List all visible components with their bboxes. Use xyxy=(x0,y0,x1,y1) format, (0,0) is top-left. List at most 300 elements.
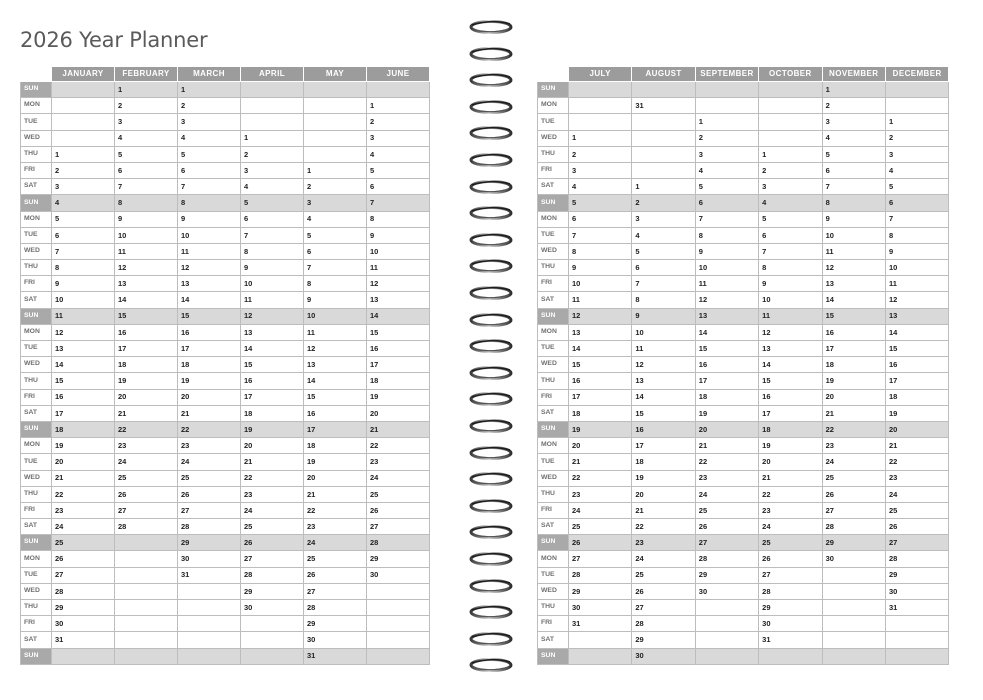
date-cell[interactable] xyxy=(367,82,430,98)
date-cell[interactable]: 16 xyxy=(632,421,695,437)
date-cell[interactable]: 19 xyxy=(178,373,241,389)
date-cell[interactable]: 21 xyxy=(241,454,304,470)
date-cell[interactable]: 12 xyxy=(178,260,241,276)
date-cell[interactable]: 6 xyxy=(695,195,758,211)
date-cell[interactable]: 6 xyxy=(115,162,178,178)
date-cell[interactable]: 22 xyxy=(178,421,241,437)
date-cell[interactable]: 31 xyxy=(632,98,695,114)
date-cell[interactable]: 16 xyxy=(178,324,241,340)
date-cell[interactable]: 13 xyxy=(178,276,241,292)
date-cell[interactable] xyxy=(241,98,304,114)
date-cell[interactable]: 14 xyxy=(304,373,367,389)
date-cell[interactable]: 16 xyxy=(695,357,758,373)
date-cell[interactable]: 24 xyxy=(52,519,115,535)
date-cell[interactable]: 24 xyxy=(569,502,632,518)
date-cell[interactable] xyxy=(241,648,304,664)
date-cell[interactable]: 5 xyxy=(569,195,632,211)
date-cell[interactable] xyxy=(569,114,632,130)
date-cell[interactable]: 30 xyxy=(632,648,695,664)
date-cell[interactable]: 23 xyxy=(115,438,178,454)
date-cell[interactable]: 3 xyxy=(759,179,822,195)
date-cell[interactable]: 20 xyxy=(304,470,367,486)
date-cell[interactable]: 27 xyxy=(367,519,430,535)
date-cell[interactable] xyxy=(632,146,695,162)
date-cell[interactable]: 23 xyxy=(569,486,632,502)
date-cell[interactable]: 4 xyxy=(632,227,695,243)
date-cell[interactable]: 1 xyxy=(695,114,758,130)
date-cell[interactable]: 29 xyxy=(52,600,115,616)
date-cell[interactable]: 10 xyxy=(304,308,367,324)
date-cell[interactable]: 1 xyxy=(569,130,632,146)
date-cell[interactable]: 13 xyxy=(115,276,178,292)
date-cell[interactable]: 13 xyxy=(367,292,430,308)
date-cell[interactable]: 30 xyxy=(178,551,241,567)
date-cell[interactable]: 3 xyxy=(52,179,115,195)
date-cell[interactable]: 21 xyxy=(115,405,178,421)
date-cell[interactable] xyxy=(885,616,948,632)
date-cell[interactable] xyxy=(822,583,885,599)
date-cell[interactable]: 3 xyxy=(822,114,885,130)
date-cell[interactable]: 7 xyxy=(822,179,885,195)
date-cell[interactable] xyxy=(304,98,367,114)
date-cell[interactable]: 9 xyxy=(115,211,178,227)
date-cell[interactable]: 18 xyxy=(885,389,948,405)
date-cell[interactable]: 12 xyxy=(759,324,822,340)
date-cell[interactable]: 26 xyxy=(569,535,632,551)
date-cell[interactable]: 6 xyxy=(885,195,948,211)
date-cell[interactable]: 21 xyxy=(822,405,885,421)
date-cell[interactable]: 11 xyxy=(304,324,367,340)
date-cell[interactable]: 25 xyxy=(304,551,367,567)
date-cell[interactable] xyxy=(822,600,885,616)
date-cell[interactable]: 9 xyxy=(304,292,367,308)
date-cell[interactable]: 11 xyxy=(822,243,885,259)
date-cell[interactable]: 28 xyxy=(822,519,885,535)
date-cell[interactable]: 21 xyxy=(695,438,758,454)
date-cell[interactable]: 17 xyxy=(569,389,632,405)
date-cell[interactable]: 24 xyxy=(115,454,178,470)
date-cell[interactable]: 15 xyxy=(632,405,695,421)
date-cell[interactable]: 12 xyxy=(52,324,115,340)
date-cell[interactable] xyxy=(759,82,822,98)
date-cell[interactable]: 12 xyxy=(822,260,885,276)
date-cell[interactable]: 23 xyxy=(695,470,758,486)
date-cell[interactable]: 21 xyxy=(178,405,241,421)
date-cell[interactable] xyxy=(178,600,241,616)
date-cell[interactable]: 18 xyxy=(695,389,758,405)
date-cell[interactable] xyxy=(115,551,178,567)
date-cell[interactable]: 20 xyxy=(885,421,948,437)
date-cell[interactable]: 5 xyxy=(115,146,178,162)
date-cell[interactable]: 24 xyxy=(885,486,948,502)
date-cell[interactable]: 10 xyxy=(52,292,115,308)
date-cell[interactable]: 22 xyxy=(367,438,430,454)
date-cell[interactable]: 5 xyxy=(885,179,948,195)
date-cell[interactable]: 17 xyxy=(52,405,115,421)
date-cell[interactable]: 21 xyxy=(367,421,430,437)
date-cell[interactable]: 15 xyxy=(822,308,885,324)
date-cell[interactable]: 5 xyxy=(178,146,241,162)
date-cell[interactable]: 16 xyxy=(241,373,304,389)
date-cell[interactable]: 28 xyxy=(759,583,822,599)
date-cell[interactable]: 23 xyxy=(52,502,115,518)
date-cell[interactable]: 23 xyxy=(304,519,367,535)
date-cell[interactable]: 10 xyxy=(759,292,822,308)
date-cell[interactable]: 25 xyxy=(695,502,758,518)
date-cell[interactable] xyxy=(304,82,367,98)
date-cell[interactable]: 25 xyxy=(759,535,822,551)
date-cell[interactable]: 13 xyxy=(241,324,304,340)
date-cell[interactable]: 8 xyxy=(695,227,758,243)
date-cell[interactable]: 28 xyxy=(178,519,241,535)
date-cell[interactable]: 27 xyxy=(759,567,822,583)
date-cell[interactable]: 26 xyxy=(632,583,695,599)
date-cell[interactable]: 15 xyxy=(304,389,367,405)
date-cell[interactable]: 22 xyxy=(52,486,115,502)
date-cell[interactable]: 2 xyxy=(695,130,758,146)
date-cell[interactable]: 31 xyxy=(569,616,632,632)
date-cell[interactable]: 12 xyxy=(367,276,430,292)
date-cell[interactable]: 7 xyxy=(885,211,948,227)
date-cell[interactable]: 5 xyxy=(367,162,430,178)
date-cell[interactable]: 3 xyxy=(569,162,632,178)
date-cell[interactable]: 14 xyxy=(632,389,695,405)
date-cell[interactable]: 11 xyxy=(241,292,304,308)
date-cell[interactable]: 2 xyxy=(52,162,115,178)
date-cell[interactable]: 26 xyxy=(885,519,948,535)
date-cell[interactable] xyxy=(759,98,822,114)
date-cell[interactable]: 9 xyxy=(632,308,695,324)
date-cell[interactable]: 6 xyxy=(632,260,695,276)
date-cell[interactable]: 11 xyxy=(178,243,241,259)
date-cell[interactable]: 25 xyxy=(367,486,430,502)
date-cell[interactable]: 13 xyxy=(695,308,758,324)
date-cell[interactable]: 21 xyxy=(885,438,948,454)
date-cell[interactable]: 23 xyxy=(241,486,304,502)
date-cell[interactable]: 10 xyxy=(367,243,430,259)
date-cell[interactable]: 13 xyxy=(52,341,115,357)
date-cell[interactable]: 12 xyxy=(115,260,178,276)
date-cell[interactable] xyxy=(241,114,304,130)
date-cell[interactable] xyxy=(569,82,632,98)
date-cell[interactable]: 24 xyxy=(822,454,885,470)
date-cell[interactable]: 20 xyxy=(367,405,430,421)
date-cell[interactable] xyxy=(367,600,430,616)
date-cell[interactable] xyxy=(632,114,695,130)
date-cell[interactable]: 27 xyxy=(569,551,632,567)
date-cell[interactable]: 21 xyxy=(52,470,115,486)
date-cell[interactable] xyxy=(115,632,178,648)
date-cell[interactable]: 25 xyxy=(569,519,632,535)
date-cell[interactable]: 12 xyxy=(569,308,632,324)
date-cell[interactable] xyxy=(822,648,885,664)
date-cell[interactable]: 22 xyxy=(695,454,758,470)
date-cell[interactable]: 3 xyxy=(178,114,241,130)
date-cell[interactable]: 25 xyxy=(115,470,178,486)
date-cell[interactable]: 22 xyxy=(759,486,822,502)
date-cell[interactable]: 2 xyxy=(304,179,367,195)
date-cell[interactable]: 29 xyxy=(885,567,948,583)
date-cell[interactable]: 24 xyxy=(367,470,430,486)
date-cell[interactable]: 17 xyxy=(304,421,367,437)
date-cell[interactable]: 30 xyxy=(304,632,367,648)
date-cell[interactable]: 20 xyxy=(695,421,758,437)
date-cell[interactable] xyxy=(822,616,885,632)
date-cell[interactable]: 23 xyxy=(759,502,822,518)
date-cell[interactable]: 4 xyxy=(367,146,430,162)
date-cell[interactable]: 1 xyxy=(632,179,695,195)
date-cell[interactable]: 28 xyxy=(632,616,695,632)
date-cell[interactable]: 22 xyxy=(115,421,178,437)
date-cell[interactable]: 23 xyxy=(822,438,885,454)
date-cell[interactable]: 12 xyxy=(632,357,695,373)
date-cell[interactable]: 15 xyxy=(695,341,758,357)
date-cell[interactable]: 1 xyxy=(52,146,115,162)
date-cell[interactable]: 4 xyxy=(304,211,367,227)
date-cell[interactable]: 16 xyxy=(885,357,948,373)
date-cell[interactable]: 11 xyxy=(367,260,430,276)
date-cell[interactable]: 9 xyxy=(52,276,115,292)
date-cell[interactable]: 26 xyxy=(52,551,115,567)
date-cell[interactable] xyxy=(569,98,632,114)
date-cell[interactable]: 2 xyxy=(759,162,822,178)
date-cell[interactable]: 18 xyxy=(367,373,430,389)
date-cell[interactable]: 4 xyxy=(695,162,758,178)
date-cell[interactable]: 10 xyxy=(241,276,304,292)
date-cell[interactable]: 3 xyxy=(695,146,758,162)
date-cell[interactable] xyxy=(885,648,948,664)
date-cell[interactable]: 16 xyxy=(569,373,632,389)
date-cell[interactable]: 17 xyxy=(241,389,304,405)
date-cell[interactable]: 10 xyxy=(695,260,758,276)
date-cell[interactable]: 16 xyxy=(52,389,115,405)
date-cell[interactable] xyxy=(695,600,758,616)
date-cell[interactable] xyxy=(632,162,695,178)
date-cell[interactable]: 18 xyxy=(304,438,367,454)
date-cell[interactable]: 15 xyxy=(569,357,632,373)
date-cell[interactable]: 14 xyxy=(52,357,115,373)
date-cell[interactable]: 30 xyxy=(241,600,304,616)
date-cell[interactable] xyxy=(367,583,430,599)
date-cell[interactable]: 29 xyxy=(304,616,367,632)
date-cell[interactable]: 10 xyxy=(569,276,632,292)
date-cell[interactable] xyxy=(52,114,115,130)
date-cell[interactable]: 5 xyxy=(695,179,758,195)
date-cell[interactable]: 3 xyxy=(304,195,367,211)
date-cell[interactable] xyxy=(367,648,430,664)
date-cell[interactable]: 8 xyxy=(115,195,178,211)
date-cell[interactable]: 20 xyxy=(822,389,885,405)
date-cell[interactable] xyxy=(304,146,367,162)
date-cell[interactable] xyxy=(367,632,430,648)
date-cell[interactable]: 12 xyxy=(241,308,304,324)
date-cell[interactable]: 14 xyxy=(115,292,178,308)
date-cell[interactable]: 19 xyxy=(52,438,115,454)
date-cell[interactable]: 17 xyxy=(367,357,430,373)
date-cell[interactable] xyxy=(304,114,367,130)
date-cell[interactable] xyxy=(178,583,241,599)
date-cell[interactable]: 28 xyxy=(241,567,304,583)
date-cell[interactable] xyxy=(115,616,178,632)
date-cell[interactable]: 16 xyxy=(115,324,178,340)
date-cell[interactable]: 21 xyxy=(569,454,632,470)
date-cell[interactable]: 26 xyxy=(178,486,241,502)
date-cell[interactable]: 14 xyxy=(822,292,885,308)
date-cell[interactable]: 7 xyxy=(52,243,115,259)
date-cell[interactable]: 18 xyxy=(822,357,885,373)
date-cell[interactable]: 9 xyxy=(822,211,885,227)
date-cell[interactable]: 20 xyxy=(178,389,241,405)
date-cell[interactable]: 29 xyxy=(822,535,885,551)
date-cell[interactable]: 17 xyxy=(178,341,241,357)
date-cell[interactable]: 2 xyxy=(115,98,178,114)
date-cell[interactable]: 14 xyxy=(885,324,948,340)
date-cell[interactable]: 6 xyxy=(178,162,241,178)
date-cell[interactable]: 20 xyxy=(115,389,178,405)
date-cell[interactable]: 1 xyxy=(115,82,178,98)
date-cell[interactable]: 27 xyxy=(115,502,178,518)
date-cell[interactable] xyxy=(885,632,948,648)
date-cell[interactable]: 25 xyxy=(632,567,695,583)
date-cell[interactable]: 19 xyxy=(759,438,822,454)
date-cell[interactable]: 28 xyxy=(885,551,948,567)
date-cell[interactable]: 29 xyxy=(695,567,758,583)
date-cell[interactable]: 25 xyxy=(52,535,115,551)
date-cell[interactable]: 7 xyxy=(695,211,758,227)
date-cell[interactable]: 27 xyxy=(632,600,695,616)
date-cell[interactable] xyxy=(569,632,632,648)
date-cell[interactable]: 17 xyxy=(759,405,822,421)
date-cell[interactable]: 30 xyxy=(759,616,822,632)
date-cell[interactable]: 4 xyxy=(241,179,304,195)
date-cell[interactable] xyxy=(115,567,178,583)
date-cell[interactable]: 22 xyxy=(304,502,367,518)
date-cell[interactable]: 24 xyxy=(178,454,241,470)
date-cell[interactable]: 30 xyxy=(885,583,948,599)
date-cell[interactable]: 22 xyxy=(885,454,948,470)
date-cell[interactable]: 4 xyxy=(115,130,178,146)
date-cell[interactable]: 29 xyxy=(632,632,695,648)
date-cell[interactable]: 14 xyxy=(367,308,430,324)
date-cell[interactable]: 20 xyxy=(52,454,115,470)
date-cell[interactable]: 28 xyxy=(115,519,178,535)
date-cell[interactable] xyxy=(178,632,241,648)
date-cell[interactable]: 26 xyxy=(115,486,178,502)
date-cell[interactable]: 8 xyxy=(569,243,632,259)
date-cell[interactable]: 7 xyxy=(569,227,632,243)
date-cell[interactable]: 11 xyxy=(695,276,758,292)
date-cell[interactable] xyxy=(759,130,822,146)
date-cell[interactable]: 18 xyxy=(569,405,632,421)
date-cell[interactable]: 29 xyxy=(241,583,304,599)
date-cell[interactable]: 7 xyxy=(759,243,822,259)
date-cell[interactable]: 5 xyxy=(759,211,822,227)
date-cell[interactable]: 26 xyxy=(759,551,822,567)
date-cell[interactable]: 16 xyxy=(822,324,885,340)
date-cell[interactable]: 21 xyxy=(304,486,367,502)
date-cell[interactable]: 31 xyxy=(52,632,115,648)
date-cell[interactable] xyxy=(241,616,304,632)
date-cell[interactable]: 31 xyxy=(304,648,367,664)
date-cell[interactable]: 15 xyxy=(115,308,178,324)
date-cell[interactable]: 18 xyxy=(115,357,178,373)
date-cell[interactable]: 22 xyxy=(241,470,304,486)
date-cell[interactable]: 26 xyxy=(367,502,430,518)
date-cell[interactable] xyxy=(52,130,115,146)
date-cell[interactable]: 19 xyxy=(304,454,367,470)
date-cell[interactable]: 8 xyxy=(632,292,695,308)
date-cell[interactable]: 23 xyxy=(632,535,695,551)
date-cell[interactable]: 7 xyxy=(178,179,241,195)
date-cell[interactable]: 13 xyxy=(632,373,695,389)
date-cell[interactable] xyxy=(178,648,241,664)
date-cell[interactable] xyxy=(885,98,948,114)
date-cell[interactable]: 24 xyxy=(241,502,304,518)
date-cell[interactable]: 29 xyxy=(178,535,241,551)
date-cell[interactable]: 8 xyxy=(178,195,241,211)
date-cell[interactable]: 16 xyxy=(759,389,822,405)
date-cell[interactable] xyxy=(304,130,367,146)
date-cell[interactable]: 19 xyxy=(885,405,948,421)
date-cell[interactable]: 9 xyxy=(178,211,241,227)
date-cell[interactable]: 3 xyxy=(632,211,695,227)
date-cell[interactable]: 11 xyxy=(885,276,948,292)
date-cell[interactable]: 19 xyxy=(569,421,632,437)
date-cell[interactable]: 4 xyxy=(52,195,115,211)
date-cell[interactable]: 2 xyxy=(569,146,632,162)
date-cell[interactable]: 18 xyxy=(241,405,304,421)
date-cell[interactable]: 22 xyxy=(822,421,885,437)
date-cell[interactable]: 8 xyxy=(367,211,430,227)
date-cell[interactable]: 8 xyxy=(822,195,885,211)
date-cell[interactable]: 3 xyxy=(367,130,430,146)
date-cell[interactable]: 6 xyxy=(367,179,430,195)
date-cell[interactable] xyxy=(241,632,304,648)
date-cell[interactable] xyxy=(52,648,115,664)
date-cell[interactable]: 12 xyxy=(885,292,948,308)
date-cell[interactable]: 10 xyxy=(115,227,178,243)
date-cell[interactable] xyxy=(569,648,632,664)
date-cell[interactable]: 6 xyxy=(569,211,632,227)
date-cell[interactable]: 19 xyxy=(367,389,430,405)
date-cell[interactable]: 27 xyxy=(304,583,367,599)
date-cell[interactable]: 27 xyxy=(178,502,241,518)
date-cell[interactable] xyxy=(695,616,758,632)
date-cell[interactable]: 15 xyxy=(52,373,115,389)
date-cell[interactable] xyxy=(632,82,695,98)
date-cell[interactable]: 17 xyxy=(695,373,758,389)
date-cell[interactable]: 15 xyxy=(885,341,948,357)
date-cell[interactable]: 18 xyxy=(632,454,695,470)
date-cell[interactable]: 12 xyxy=(695,292,758,308)
date-cell[interactable]: 15 xyxy=(178,308,241,324)
date-cell[interactable]: 27 xyxy=(695,535,758,551)
date-cell[interactable] xyxy=(822,632,885,648)
date-cell[interactable]: 8 xyxy=(304,276,367,292)
date-cell[interactable]: 5 xyxy=(52,211,115,227)
date-cell[interactable]: 19 xyxy=(822,373,885,389)
date-cell[interactable]: 19 xyxy=(632,470,695,486)
date-cell[interactable]: 30 xyxy=(367,567,430,583)
date-cell[interactable]: 2 xyxy=(367,114,430,130)
date-cell[interactable]: 13 xyxy=(569,324,632,340)
date-cell[interactable]: 5 xyxy=(822,146,885,162)
date-cell[interactable]: 2 xyxy=(178,98,241,114)
date-cell[interactable] xyxy=(115,535,178,551)
date-cell[interactable]: 7 xyxy=(304,260,367,276)
date-cell[interactable]: 16 xyxy=(367,341,430,357)
date-cell[interactable]: 1 xyxy=(822,82,885,98)
